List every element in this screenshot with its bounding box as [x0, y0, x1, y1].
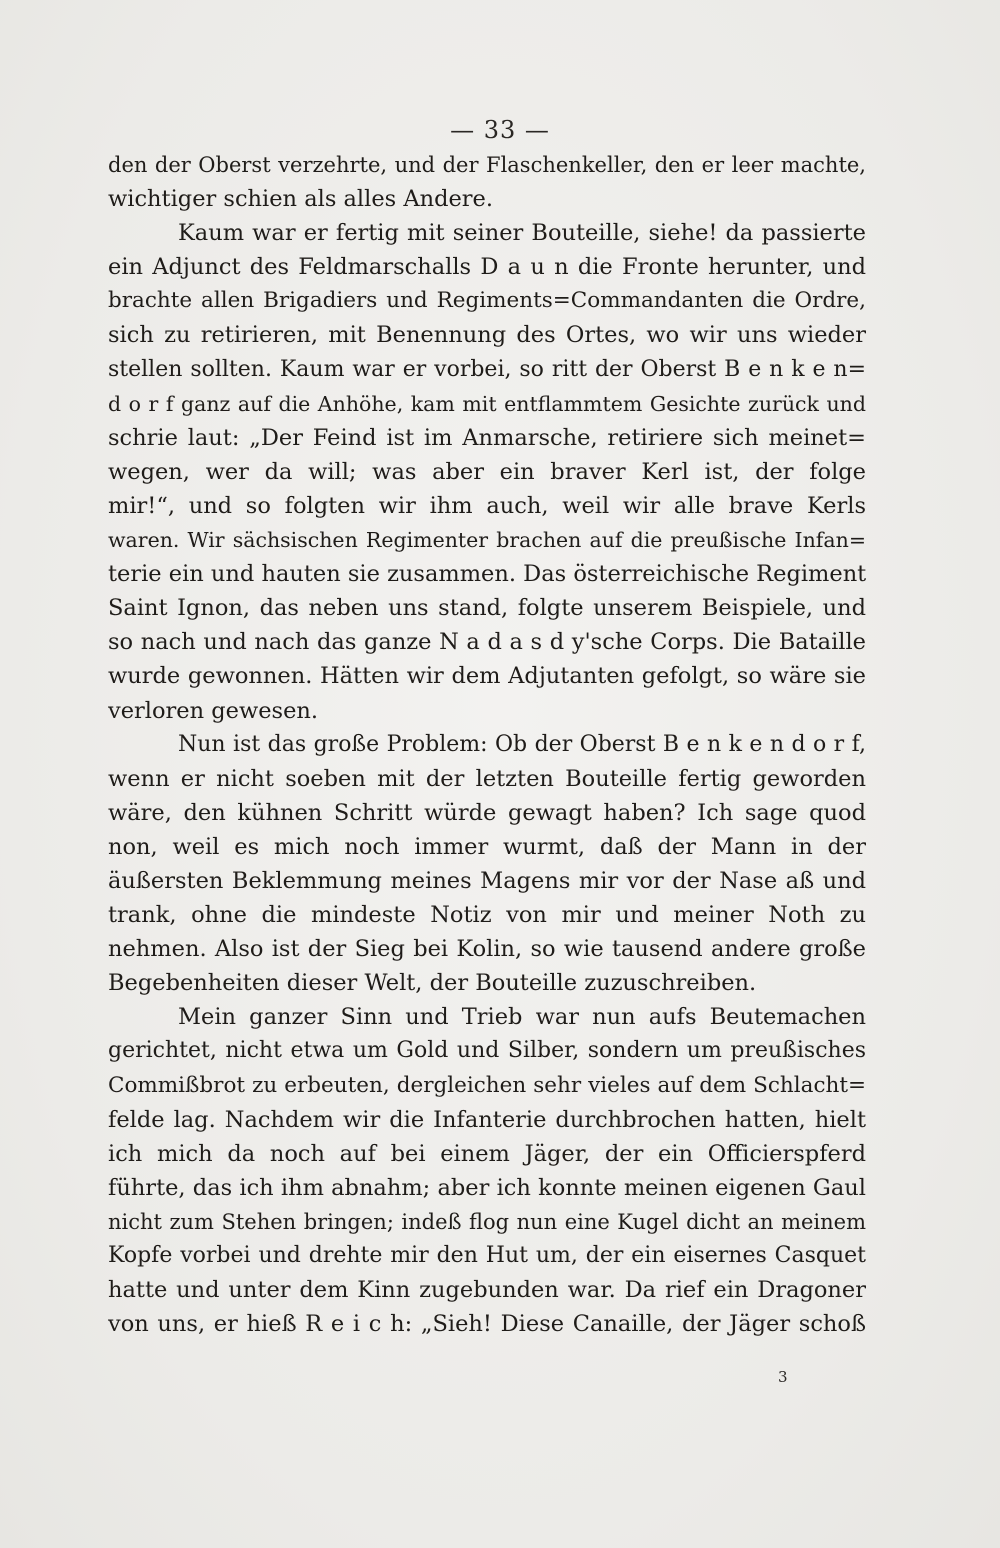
page-number: — 33 —: [450, 116, 550, 144]
text-line: schrie laut: „Der Feind ist im Anmarsche, retiriere sich meinet=: [108, 424, 866, 451]
text-line: hatte und unter dem Kinn zugebunden war. Da rief ein Dragoner: [108, 1277, 866, 1304]
text-line: äußersten Beklemmung meines Magens mir vor der Nase aß und: [108, 867, 866, 894]
text-line: d o r f ganz auf die Anhöhe, kam mit entflammtem Gesichte zurück und: [108, 391, 866, 416]
text-line: wichtiger schien als alles Andere.: [108, 186, 494, 213]
text-line: wurde gewonnen. Hätten wir dem Adjutanten gefolgt, so wäre sie: [108, 663, 866, 690]
signature-mark: 3: [778, 1368, 788, 1386]
text-line: sich zu retirieren, mit Benennung des Ortes, wo wir uns wieder: [108, 322, 866, 349]
text-line: verloren gewesen.: [108, 697, 319, 724]
text-line: wäre, den kühnen Schritt würde gewagt haben? Ich sage quod: [108, 799, 866, 826]
text-line: terie ein und hauten sie zusammen. Das österreichische Regiment: [108, 561, 866, 588]
text-line: waren. Wir sächsischen Regimenter brachen auf die preußische Infan=: [108, 528, 866, 553]
text-line: felde lag. Nachdem wir die Infanterie durchbrochen hatten, hielt: [108, 1106, 866, 1133]
text-line: so nach und nach das ganze N a d a s d y'sche Corps. Die Bataille: [108, 629, 866, 656]
text-line: mir!“, und so folgten wir ihm auch, weil wir alle brave Kerls: [108, 492, 866, 519]
text-line: Begebenheiten dieser Welt, der Bouteille zuzuschreiben.: [108, 970, 757, 997]
text-line: Kaum war er fertig mit seiner Bouteille, siehe! da passierte: [178, 220, 866, 247]
text-line: ein Adjunct des Feldmarschalls D a u n die Fronte herunter, und: [108, 254, 866, 281]
text-line: Saint Ignon, das neben uns stand, folgte unserem Beispiele, und: [108, 595, 866, 622]
text-line: non, weil es mich noch immer wurmt, daß der Mann in der: [108, 833, 866, 860]
text-line: nicht zum Stehen bringen; indeß flog nun eine Kugel dicht an meinem: [108, 1209, 866, 1234]
text-line: Nun ist das große Problem: Ob der Oberst B e n k e n d o r f,: [178, 731, 866, 757]
text-line: wenn er nicht soeben mit der letzten Bouteille fertig geworden: [108, 765, 866, 792]
text-line: von uns, er hieß R e i c h: „Sieh! Diese Canaille, der Jäger schoß: [108, 1311, 866, 1338]
text-line: stellen sollten. Kaum war er vorbei, so ritt der Oberst B e n k e n=: [108, 356, 866, 382]
text-line: Commißbrot zu erbeuten, dergleichen sehr vieles auf dem Schlacht=: [108, 1072, 866, 1098]
text-line: Kopfe vorbei und drehte mir den Hut um, der ein eisernes Casquet: [108, 1243, 866, 1268]
text-line: Mein ganzer Sinn und Trieb war nun aufs Beutemachen: [178, 1004, 866, 1031]
text-line: trank, ohne die mindeste Notiz von mir und meiner Noth zu: [108, 902, 866, 929]
text-line: führte, das ich ihm abnahm; aber ich konnte meinen eigenen Gaul: [108, 1174, 866, 1201]
text-line: ich mich da noch auf bei einem Jäger, der ein Officierspferd: [108, 1140, 866, 1167]
text-line: nehmen. Also ist der Sieg bei Kolin, so wie tausend andere große: [108, 936, 866, 963]
text-line: brachte allen Brigadiers und Regiments=Commandanten die Ordre,: [108, 288, 866, 314]
body-text: [108, 148, 866, 1341]
text-line: wegen, wer da will; was aber ein braver Kerl ist, der folge: [108, 458, 866, 485]
text-line: den der Oberst verzehrte, und der Flaschenkeller, den er leer machte,: [108, 153, 866, 177]
text-line: gerichtet, nicht etwa um Gold und Silber, sondern um preußisches: [108, 1038, 866, 1064]
